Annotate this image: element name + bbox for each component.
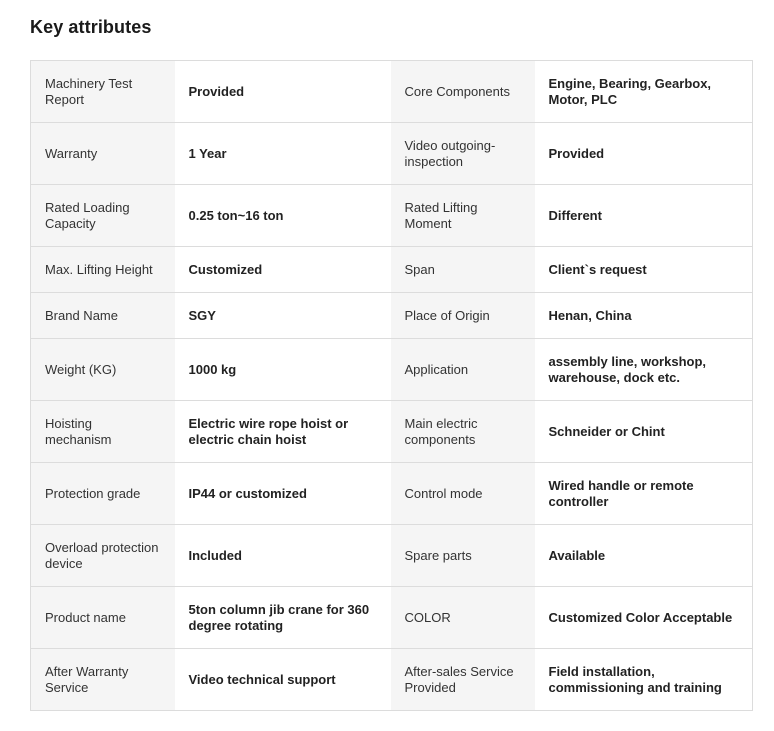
attribute-value: SGY xyxy=(175,293,391,339)
table-row xyxy=(31,649,753,711)
attribute-name: Hoisting mechanism xyxy=(31,401,175,463)
attribute-name: After Warranty Service xyxy=(31,649,175,711)
attribute-value: Electric wire rope hoist or electric chain hoist xyxy=(175,401,391,463)
attribute-name: Protection grade xyxy=(31,463,175,525)
attribute-value: Video technical support xyxy=(175,649,391,711)
attribute-value: 0.25 ton~16 ton xyxy=(175,185,391,247)
attribute-value: Available xyxy=(535,525,753,587)
attribute-name: Max. Lifting Height xyxy=(31,247,175,293)
table-row xyxy=(31,401,753,463)
attribute-value: 1 Year xyxy=(175,123,391,185)
table-row xyxy=(31,293,753,339)
table-row xyxy=(31,123,753,185)
attribute-name: Rated Lifting Moment xyxy=(391,185,535,247)
attribute-name: Core Components xyxy=(391,61,535,123)
attribute-name: Main electric components xyxy=(391,401,535,463)
attribute-value: Included xyxy=(175,525,391,587)
table-row xyxy=(31,61,753,123)
attribute-name: Product name xyxy=(31,587,175,649)
attribute-name: Control mode xyxy=(391,463,535,525)
attribute-name: Application xyxy=(391,339,535,401)
attribute-name: Rated Loading Capacity xyxy=(31,185,175,247)
attribute-name: Span xyxy=(391,247,535,293)
table-row xyxy=(31,247,753,293)
attribute-name: Place of Origin xyxy=(391,293,535,339)
attribute-name: Video outgoing-inspection xyxy=(391,123,535,185)
section-title: Key attributes xyxy=(30,17,152,37)
attribute-name: Weight (KG) xyxy=(31,339,175,401)
attribute-value: assembly line, workshop, warehouse, dock etc. xyxy=(535,339,753,401)
attribute-name: Overload protection device xyxy=(31,525,175,587)
attribute-name: Machinery Test Report xyxy=(31,61,175,123)
table-row xyxy=(31,339,753,401)
attribute-value: Different xyxy=(535,185,753,247)
attribute-value: Field installation, commissioning and training xyxy=(535,649,753,711)
attribute-value: Wired handle or remote controller xyxy=(535,463,753,525)
attributes-table xyxy=(30,60,753,711)
attribute-value: Engine, Bearing, Gearbox, Motor, PLC xyxy=(535,61,753,123)
table-row xyxy=(31,185,753,247)
table-row xyxy=(31,525,753,587)
attribute-name: After-sales Service Provided xyxy=(391,649,535,711)
attribute-value: Client`s request xyxy=(535,247,753,293)
attribute-value: Customized Color Acceptable xyxy=(535,587,753,649)
attribute-name: COLOR xyxy=(391,587,535,649)
attribute-value: Henan, China xyxy=(535,293,753,339)
attribute-value: Provided xyxy=(175,61,391,123)
attribute-value: Schneider or Chint xyxy=(535,401,753,463)
attribute-name: Brand Name xyxy=(31,293,175,339)
attribute-name: Spare parts xyxy=(391,525,535,587)
attribute-value: Provided xyxy=(535,123,753,185)
attribute-value: IP44 or customized xyxy=(175,463,391,525)
attribute-value: 5ton column jib crane for 360 degree rotating xyxy=(175,587,391,649)
attribute-value: 1000 kg xyxy=(175,339,391,401)
attribute-value: Customized xyxy=(175,247,391,293)
table-row xyxy=(31,587,753,649)
attribute-name: Warranty xyxy=(31,123,175,185)
table-row xyxy=(31,463,753,525)
